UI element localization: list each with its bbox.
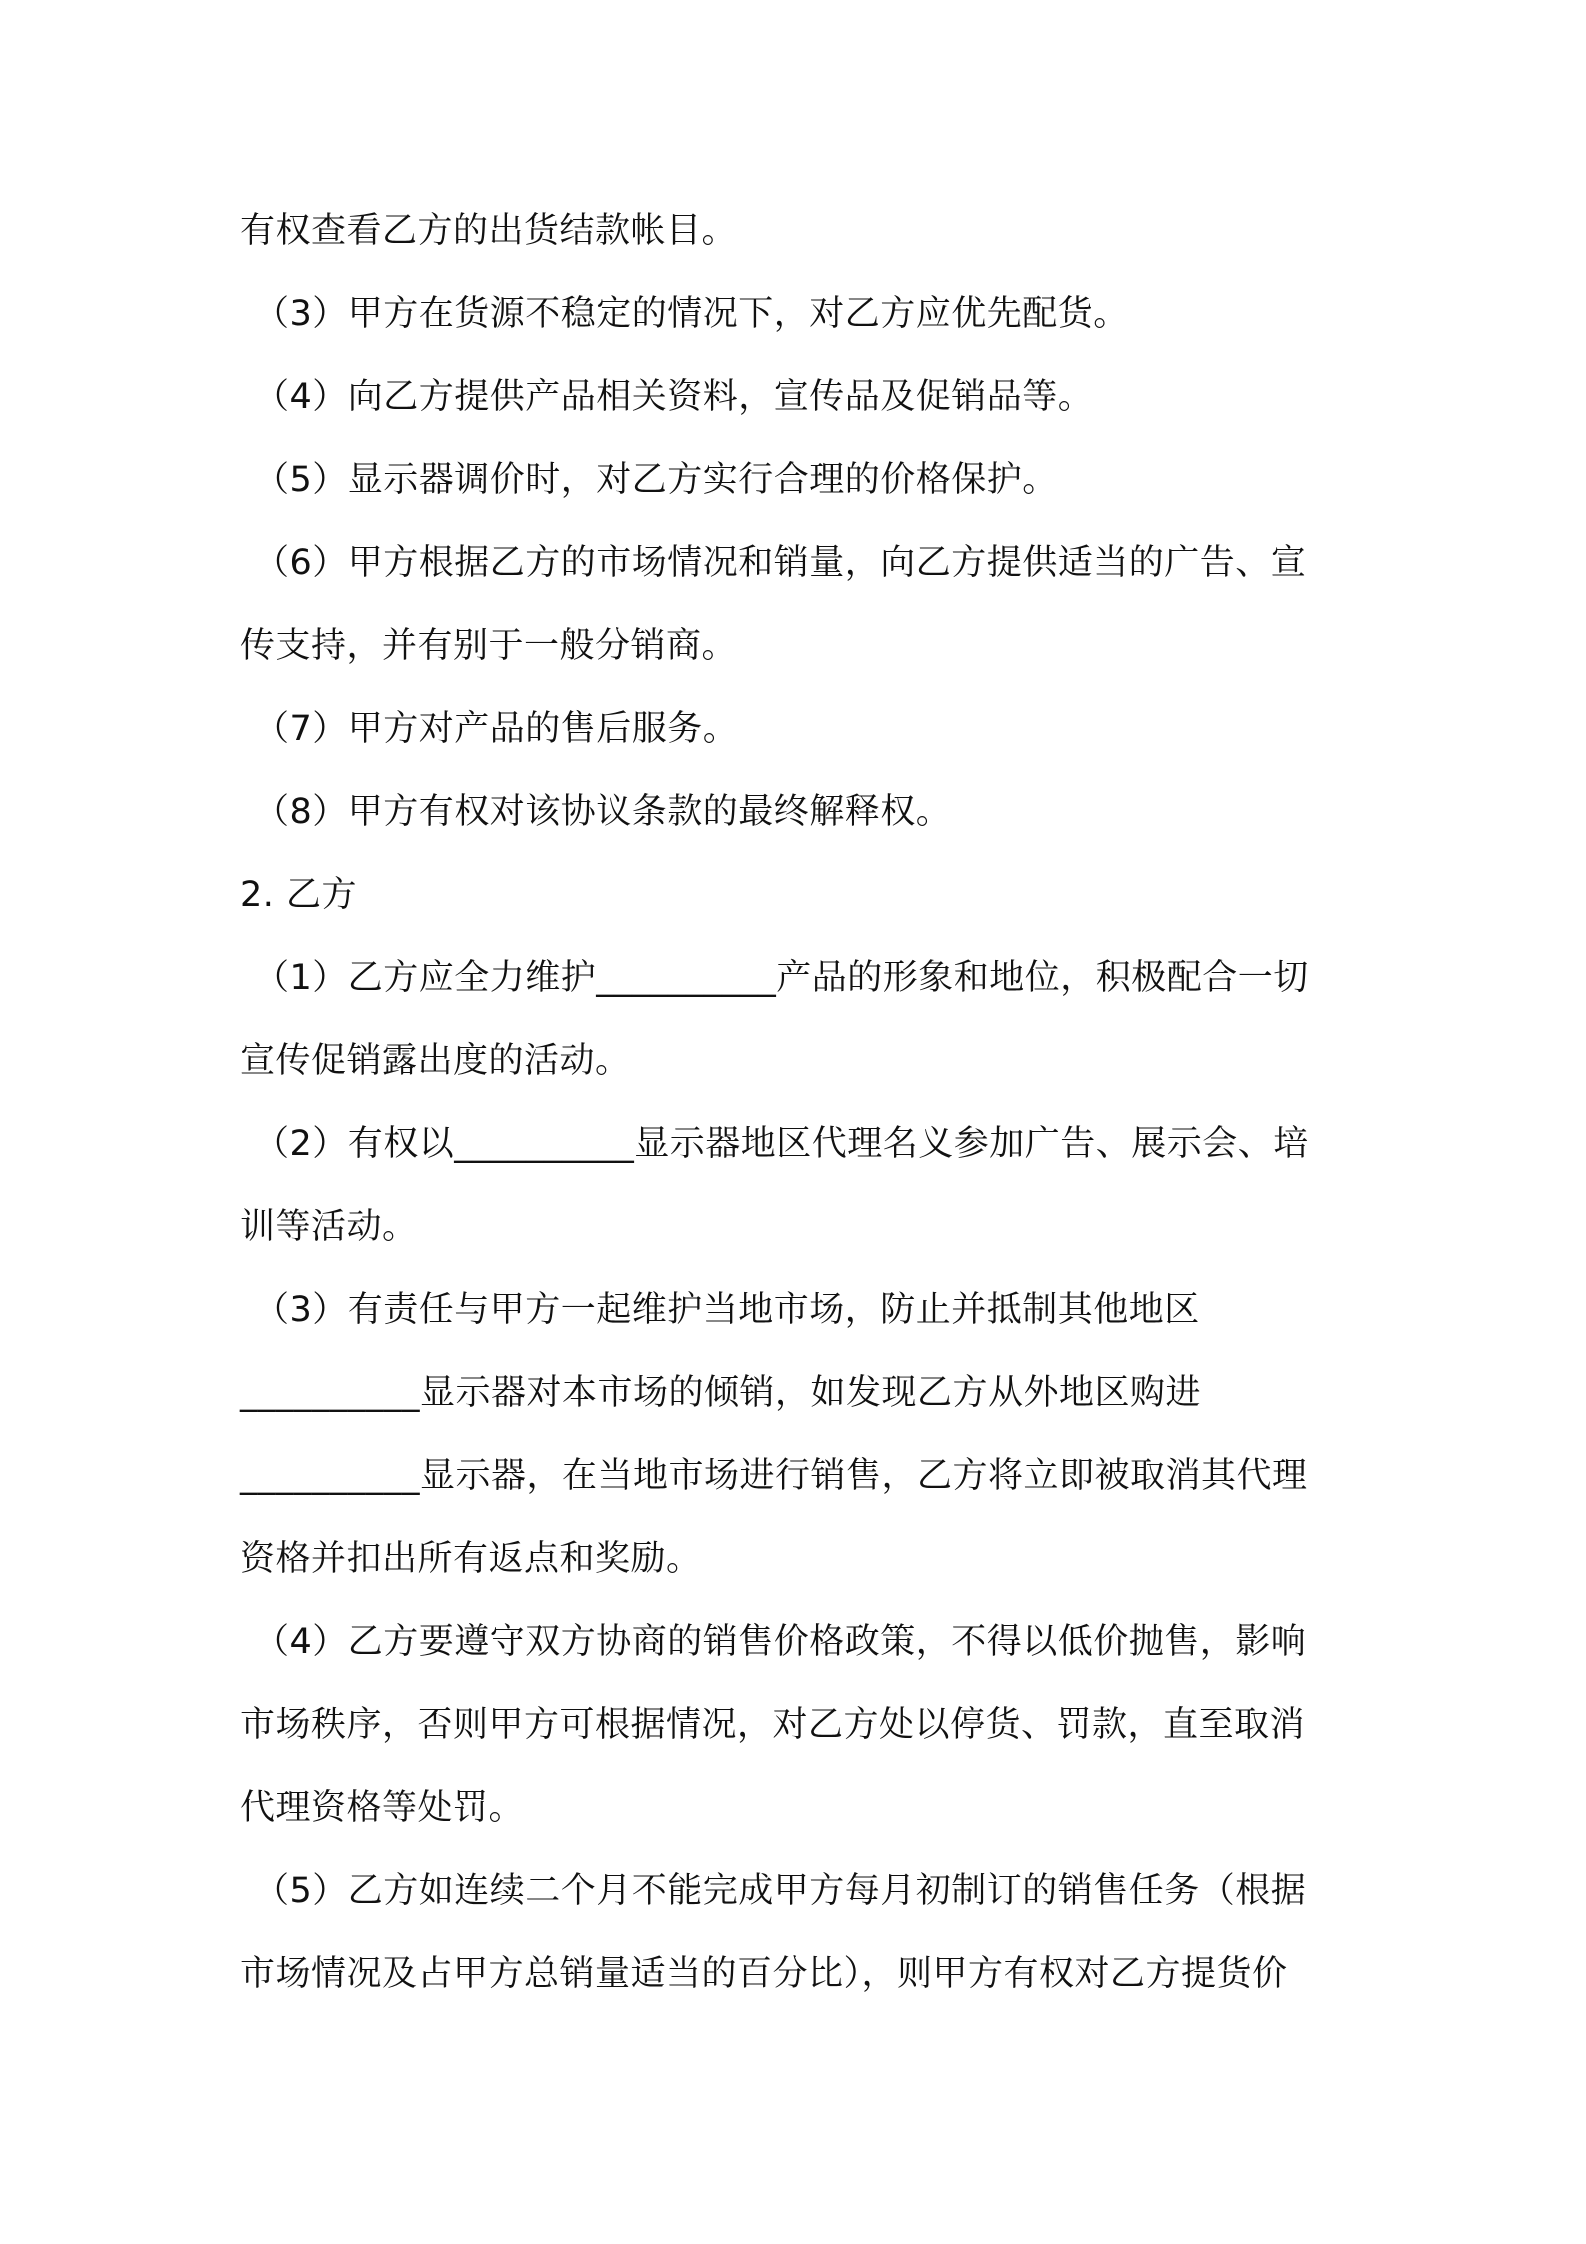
clause-6-line: （6）甲方根据乙方的市场情况和销量，向乙方提供适当的广告、宣 bbox=[254, 543, 1307, 583]
clause-4-line: （4）向乙方提供产品相关资料，宣传品及促销品等。 bbox=[254, 377, 1094, 417]
clause-3-line: （3）甲方在货源不稳定的情况下，对乙方应优先配货。 bbox=[254, 294, 1129, 334]
clause-6-continuation: 传支持，并有别于一般分销商。 bbox=[240, 626, 738, 666]
party-b-clause-4-continuation-1: 市场秩序，否则甲方可根据情况，对乙方处以停货、罚款，直至取消 bbox=[240, 1705, 1306, 1745]
party-b-clause-2-continuation: 训等活动。 bbox=[240, 1207, 418, 1247]
party-b-clause-3-line: （3）有责任与甲方一起维护当地市场，防止并抵制其他地区 bbox=[254, 1290, 1200, 1330]
party-b-clause-2-line: （2）有权以__________显示器地区代理名义参加广告、展示会、培 bbox=[254, 1124, 1309, 1164]
party-b-clause-3-continuation-3: 资格并扣出所有返点和奖励。 bbox=[240, 1539, 702, 1579]
party-b-clause-1-line: （1）乙方应全力维护__________产品的形象和地位，积极配合一切 bbox=[254, 958, 1309, 998]
clause-8-line: （8）甲方有权对该协议条款的最终解释权。 bbox=[254, 792, 952, 832]
party-b-clause-5-line: （5）乙方如连续二个月不能完成甲方每月初制订的销售任务（根据 bbox=[254, 1871, 1307, 1911]
party-b-clause-4-continuation-2: 代理资格等处罚。 bbox=[240, 1788, 525, 1828]
document-body bbox=[240, 190, 1360, 2016]
clause-7-line: （7）甲方对产品的售后服务。 bbox=[254, 709, 739, 749]
clause-5-line: （5）显示器调价时，对乙方实行合理的价格保护。 bbox=[254, 460, 1058, 500]
party-b-clause-3-continuation-2: __________显示器，在当地市场进行销售，乙方将立即被取消其代理 bbox=[240, 1456, 1308, 1496]
party-b-clause-3-continuation-1: __________显示器对本市场的倾销，如发现乙方从外地区购进 bbox=[240, 1373, 1202, 1413]
party-b-clause-1-continuation: 宣传促销露出度的活动。 bbox=[240, 1041, 631, 1081]
paragraph-line: 有权查看乙方的出货结款帐目。 bbox=[240, 211, 738, 251]
section-heading-party-b: 2. 乙方 bbox=[240, 875, 358, 915]
party-b-clause-5-continuation: 市场情况及占甲方总销量适当的百分比），则甲方有权对乙方提货价 bbox=[240, 1954, 1288, 1994]
party-b-clause-4-line: （4）乙方要遵守双方协商的销售价格政策，不得以低价抛售，影响 bbox=[254, 1622, 1307, 1662]
